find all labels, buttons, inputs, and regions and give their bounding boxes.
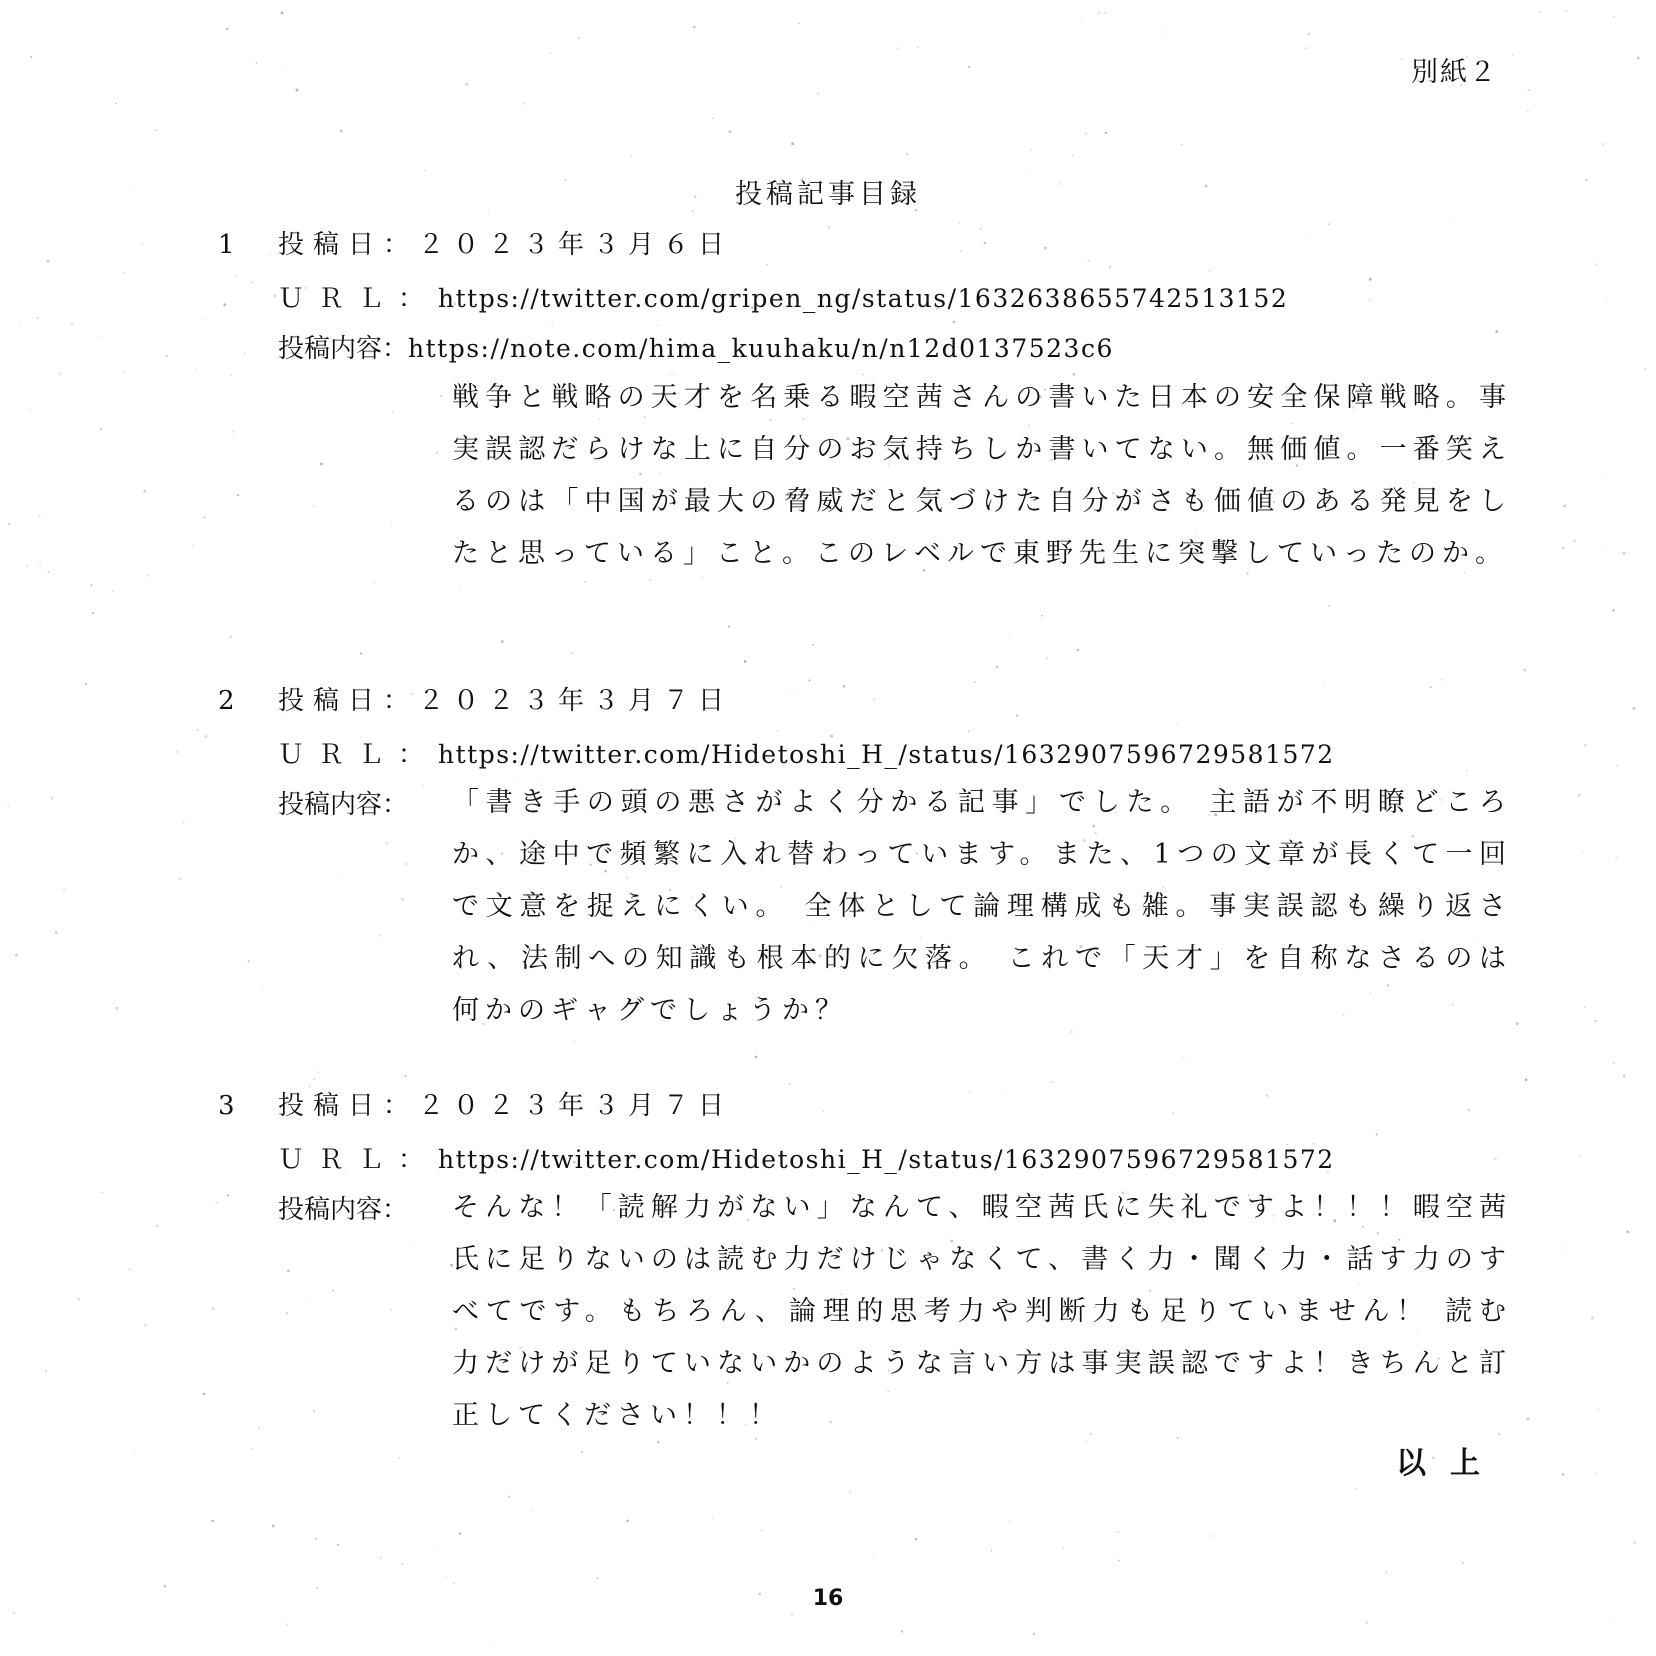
post-date-row: [278, 680, 733, 717]
speckle: [1009, 1521, 1011, 1523]
speckle: [1369, 278, 1372, 281]
url-value: https://twitter.com/Hidetoshi_H_/status/1632907596729581572: [438, 740, 1335, 769]
speckle: [974, 681, 976, 683]
post-date-label: 投稿日：: [278, 686, 419, 716]
speckle: [1591, 1316, 1594, 1319]
content-link: https://note.com/hima_kuuhaku/n/n12d0137523c6: [408, 334, 1114, 363]
speckle: [237, 494, 239, 496]
post-date-value: ２０２３年３月７日: [418, 686, 734, 716]
speckle: [460, 586, 462, 588]
speckle: [1304, 231, 1306, 233]
url-label: ＵＲＬ：: [278, 740, 439, 770]
speckle: [1328, 605, 1329, 606]
speckle: [465, 83, 468, 86]
speckle: [39, 565, 40, 566]
speckle: [405, 1075, 407, 1077]
speckle: [176, 750, 179, 753]
speckle: [1117, 1531, 1119, 1533]
speckle: [1266, 1095, 1268, 1097]
speckle: [1566, 1247, 1567, 1248]
speckle: [412, 1245, 413, 1246]
speckle: [230, 374, 232, 376]
speckle: [849, 1490, 852, 1493]
speckle: [244, 352, 246, 354]
speckle: [1401, 58, 1402, 59]
speckle: [15, 954, 18, 957]
speckle: [256, 62, 258, 64]
entry-number: 3: [218, 1091, 235, 1121]
speckle: [380, 1557, 382, 1559]
url-value: https://twitter.com/Hidetoshi_H_/status/1632907596729581572: [438, 1145, 1335, 1174]
speckle: [192, 545, 193, 546]
speckle: [1602, 476, 1603, 477]
speckle: [1324, 683, 1325, 684]
speckle: [386, 842, 389, 845]
speckle: [1623, 1075, 1625, 1077]
speckle: [318, 1071, 320, 1073]
speckle: [332, 1290, 334, 1292]
speckle: [630, 155, 632, 157]
speckle: [1211, 1535, 1212, 1536]
speckle: [129, 1268, 131, 1270]
speckle: [744, 660, 747, 663]
speckle: [313, 506, 314, 507]
speckle: [1595, 1472, 1597, 1474]
speckle: [1105, 132, 1107, 134]
speckle: [1077, 649, 1080, 652]
speckle: [1181, 144, 1182, 145]
speckle: [38, 515, 40, 517]
speckle: [1523, 669, 1526, 672]
speckle: [1081, 20, 1082, 21]
speckle: [980, 228, 982, 230]
speckle: [1468, 1109, 1470, 1111]
speckle: [156, 1225, 159, 1228]
speckle: [284, 69, 285, 70]
speckle: [1063, 1548, 1064, 1549]
speckle: [789, 1083, 791, 1085]
url-row: [278, 734, 1335, 771]
speckle: [398, 1457, 400, 1459]
speckle: [1177, 723, 1179, 725]
speckle: [1173, 1113, 1174, 1114]
speckle: [47, 260, 49, 262]
speckle: [843, 685, 846, 688]
speckle: [30, 56, 32, 58]
speckle: [1527, 89, 1529, 91]
speckle: [1511, 54, 1513, 56]
speckle: [230, 635, 233, 638]
speckle: [262, 988, 263, 989]
speckle: [712, 118, 713, 119]
speckle: [1597, 1409, 1598, 1410]
speckle: [508, 1495, 510, 1497]
speckle: [766, 264, 768, 266]
speckle: [658, 324, 660, 326]
post-date-row: [278, 1085, 733, 1122]
speckle: [29, 410, 30, 411]
speckle: [873, 1554, 874, 1555]
speckle: [1613, 1062, 1615, 1064]
speckle: [968, 731, 969, 732]
speckle: [286, 1312, 288, 1314]
speckle: [1356, 1488, 1357, 1489]
speckle: [1105, 12, 1107, 14]
speckle: [236, 275, 237, 276]
speckle: [1602, 546, 1603, 547]
speckle: [373, 582, 375, 584]
speckle: [19, 325, 20, 326]
speckle: [414, 799, 415, 800]
content-label: 投稿内容：: [278, 790, 409, 820]
speckle: [274, 295, 277, 298]
speckle: [584, 581, 585, 582]
speckle: [915, 1538, 918, 1541]
speckle: [51, 797, 54, 800]
url-label: ＵＲＬ：: [278, 1145, 439, 1175]
speckle: [1633, 707, 1636, 710]
speckle: [1613, 16, 1614, 17]
speckle: [269, 253, 271, 255]
speckle: [550, 52, 551, 53]
speckle: [287, 1270, 290, 1273]
speckle: [226, 28, 229, 31]
speckle: [728, 626, 730, 628]
speckle: [100, 428, 102, 430]
speckle: [286, 1623, 288, 1625]
speckle: [134, 1452, 135, 1453]
speckle: [379, 934, 381, 936]
speckle: [47, 571, 49, 573]
speckle: [817, 93, 819, 95]
speckle: [178, 877, 181, 880]
url-row: [278, 1139, 1335, 1176]
speckle: [204, 516, 206, 518]
speckle: [1616, 765, 1617, 766]
speckle: [1023, 241, 1024, 242]
speckle: [1637, 57, 1640, 60]
speckle: [405, 863, 407, 865]
speckle: [1041, 615, 1043, 617]
speckle: [1495, 330, 1498, 333]
speckle: [1430, 686, 1432, 688]
speckle: [501, 640, 504, 643]
speckle: [36, 317, 38, 319]
content-body: 「書き手の頭の悪さがよく分かる記事」でした。 主語が不明瞭どころか、途中で頻繁に入れ替わっています。また、1つの文章が長くて一回で文意を捉えにくい。 全体として論理構成も雑。事実誤認も繰り返され、法制への知識も根本的に欠落。 これで「天才」を自称なさるのは何かのギャグでしょうか？: [452, 787, 1512, 1026]
speckle: [1209, 270, 1210, 271]
speckle: [917, 47, 919, 49]
speckle: [551, 321, 552, 322]
speckle: [1183, 1055, 1185, 1057]
speckle: [143, 490, 146, 493]
speckle: [1596, 263, 1598, 265]
speckle: [823, 1110, 825, 1112]
speckle: [196, 369, 197, 370]
speckle: [91, 584, 93, 586]
speckle: [258, 1427, 260, 1429]
speckle: [165, 355, 168, 358]
speckle: [197, 729, 199, 731]
speckle: [897, 47, 898, 48]
speckle: [1052, 1081, 1054, 1083]
speckle: [360, 652, 362, 654]
speckle: [7, 806, 9, 808]
speckle: [1118, 1560, 1120, 1562]
speckle: [1527, 1418, 1530, 1421]
speckle: [1008, 638, 1009, 639]
speckle: [1644, 368, 1646, 370]
speckle: [340, 130, 343, 133]
speckle: [755, 1056, 758, 1059]
speckle: [205, 735, 208, 738]
speckle: [85, 683, 87, 685]
speckle: [424, 170, 425, 171]
url-value: https://twitter.com/gripen_ng/status/1632638655742513152: [438, 284, 1289, 313]
speckle: [401, 898, 403, 900]
speckle: [1516, 1022, 1519, 1025]
speckle: [1376, 1133, 1378, 1135]
speckle: [953, 321, 955, 323]
speckle: [313, 1410, 315, 1412]
speckle: [445, 1576, 446, 1577]
post-date-label: 投稿日：: [278, 1091, 419, 1121]
speckle: [115, 102, 117, 104]
speckle: [1441, 679, 1442, 680]
speckle: [1623, 552, 1626, 555]
speckle: [390, 524, 391, 525]
speckle: [1328, 223, 1330, 225]
speckle: [1562, 1473, 1564, 1475]
speckle: [148, 575, 149, 576]
content-row: [278, 784, 408, 821]
speckle: [71, 323, 74, 326]
speckle: [1016, 715, 1018, 717]
speckle: [578, 37, 580, 39]
speckle: [144, 1324, 146, 1326]
speckle: [761, 1529, 763, 1531]
speckle: [1579, 1155, 1581, 1157]
speckle: [1610, 1620, 1612, 1622]
speckle: [581, 1450, 584, 1453]
speckle: [777, 730, 779, 732]
speckle: [1087, 260, 1089, 262]
speckle: [308, 1298, 309, 1299]
speckle: [996, 666, 999, 669]
speckle: [809, 679, 811, 681]
speckle: [124, 371, 125, 372]
speckle: [202, 319, 204, 321]
speckle: [280, 719, 282, 721]
speckle: [437, 1548, 439, 1550]
speckle: [1562, 547, 1564, 549]
speckle: [984, 242, 986, 244]
speckle: [211, 1520, 213, 1522]
speckle: [791, 687, 792, 688]
speckle: [596, 1577, 598, 1579]
speckle: [1563, 505, 1566, 508]
speckle: [123, 272, 124, 273]
speckle: [532, 1509, 534, 1511]
speckle: [1308, 33, 1311, 36]
speckle: [1612, 609, 1615, 612]
speckle: [440, 395, 443, 398]
speckle: [1452, 219, 1453, 220]
speckle: [141, 243, 142, 244]
speckle: [101, 1192, 102, 1193]
speckle: [26, 565, 28, 567]
content-body: 戦争と戦略の天才を名乗る暇空茜さんの書いた日本の安全保障戦略。事実誤認だらけな上に自分のお気持ちしか書いてない。無価値。一番笑えるのは「中国が最大の脅威だと気づけた自分がさも価値のある発見をしたと思っている」こと。このレベルで東野先生に突撃していったのか。: [452, 382, 1512, 569]
speckle: [1565, 10, 1567, 12]
speckle: [436, 452, 438, 454]
speckle: [1578, 794, 1581, 797]
speckle: [155, 129, 158, 132]
speckle: [1033, 1633, 1036, 1636]
document-title: 投稿記事目録: [735, 179, 921, 210]
speckle: [1584, 1006, 1586, 1008]
speckle: [13, 1611, 15, 1613]
speckle: [1606, 299, 1607, 300]
speckle: [523, 102, 525, 104]
page-number: 16: [812, 1586, 844, 1611]
url-row: [278, 278, 1288, 315]
speckle: [392, 411, 394, 413]
speckle: [712, 1517, 714, 1519]
speckle: [63, 889, 65, 891]
speckle: [1626, 1230, 1629, 1233]
speckle: [202, 1393, 205, 1396]
speckle: [232, 430, 234, 432]
speckle: [1369, 300, 1371, 302]
post-date-value: ２０２３年３月７日: [418, 1091, 734, 1121]
speckle: [55, 931, 57, 933]
speckle: [1305, 47, 1307, 49]
speckle: [790, 1613, 793, 1616]
speckle: [251, 282, 253, 284]
speckle: [901, 1630, 903, 1632]
url-label: ＵＲＬ：: [278, 284, 439, 314]
speckle: [223, 303, 226, 306]
speckle: [1462, 1562, 1464, 1564]
speckle: [1594, 1020, 1596, 1022]
speckle: [1044, 247, 1047, 250]
speckle: [391, 1309, 392, 1310]
speckle: [693, 26, 695, 28]
speckle: [92, 612, 94, 614]
speckle: [215, 1201, 218, 1204]
speckle: [45, 1370, 47, 1372]
speckle: [212, 1307, 215, 1310]
speckle: [183, 821, 185, 823]
speckle: [873, 699, 874, 700]
speckle: [791, 142, 794, 145]
speckle: [248, 960, 250, 962]
content-body: そんな！「読解力がない」なんて、暇空茜氏に失礼ですよ！！！暇空茜氏に足りないのは読む力だけじゃなくて、書く力・聞く力・話す力のすべてです。もちろん、論理的思考力や判断力も足りていません！ 読む力だけが足りていないかのような言い方は事実誤認ですよ！きちんと訂正してください！！！: [452, 1192, 1512, 1431]
speckle: [1527, 111, 1528, 112]
speckle: [729, 130, 732, 133]
speckle: [453, 1582, 455, 1584]
speckle: [251, 1448, 252, 1449]
entry-number: 2: [218, 686, 235, 716]
attachment-label: 別紙２: [1411, 57, 1498, 88]
content-label: 投稿内容：: [278, 334, 409, 364]
speckle: [1163, 31, 1164, 32]
speckle: [1071, 154, 1073, 156]
speckle: [1601, 143, 1604, 146]
speckle: [1539, 11, 1541, 13]
speckle: [573, 1041, 574, 1042]
speckle: [1466, 770, 1468, 772]
speckle: [1581, 851, 1582, 852]
speckle: [1002, 1090, 1003, 1091]
post-date-label: 投稿日：: [278, 230, 419, 260]
content-row: [278, 328, 1114, 365]
speckle: [77, 1298, 80, 1301]
speckle: [8, 523, 10, 525]
speckle: [335, 873, 337, 875]
speckle: [315, 1537, 317, 1539]
speckle: [828, 226, 831, 229]
speckle: [1366, 1621, 1369, 1624]
speckle: [798, 23, 800, 25]
speckle: [320, 462, 323, 465]
content-row: [278, 1189, 408, 1226]
speckle: [626, 1520, 629, 1523]
speckle: [459, 1532, 461, 1534]
post-date-value: ２０２３年３月６日: [418, 230, 734, 260]
speckle: [1634, 1542, 1636, 1544]
speckle: [906, 153, 908, 155]
speckle: [423, 785, 424, 786]
speckle: [570, 652, 572, 654]
speckle: [1574, 540, 1576, 542]
speckle: [313, 1078, 315, 1080]
speckle: [227, 1194, 229, 1196]
speckle: [960, 250, 962, 252]
speckle: [58, 373, 61, 376]
speckle: [1085, 133, 1087, 135]
speckle: [101, 336, 102, 337]
speckle: [958, 222, 960, 224]
content-label: 投稿内容：: [278, 1195, 409, 1225]
speckle: [812, 644, 814, 646]
speckle: [1385, 1571, 1387, 1573]
speckle: [1098, 12, 1100, 14]
post-date-row: [278, 224, 733, 261]
speckle: [337, 1544, 339, 1546]
speckle: [991, 1550, 992, 1551]
speckle: [1046, 657, 1049, 660]
speckle: [1584, 744, 1587, 747]
speckle: [402, 1563, 404, 1565]
speckle: [115, 1007, 118, 1010]
speckle: [969, 1091, 971, 1093]
speckle: [1109, 266, 1111, 268]
speckle: [1494, 1157, 1497, 1160]
speckle: [1030, 149, 1032, 151]
closing-mark: 以上: [1396, 1446, 1504, 1481]
speckle: [281, 12, 284, 15]
speckle: [1615, 857, 1617, 859]
speckle: [968, 66, 970, 68]
entry-number: 1: [218, 230, 235, 260]
speckle: [490, 1645, 491, 1646]
speckle: [1525, 1079, 1528, 1082]
speckle: [272, 1524, 275, 1527]
speckle: [112, 590, 114, 592]
speckle: [296, 89, 299, 92]
